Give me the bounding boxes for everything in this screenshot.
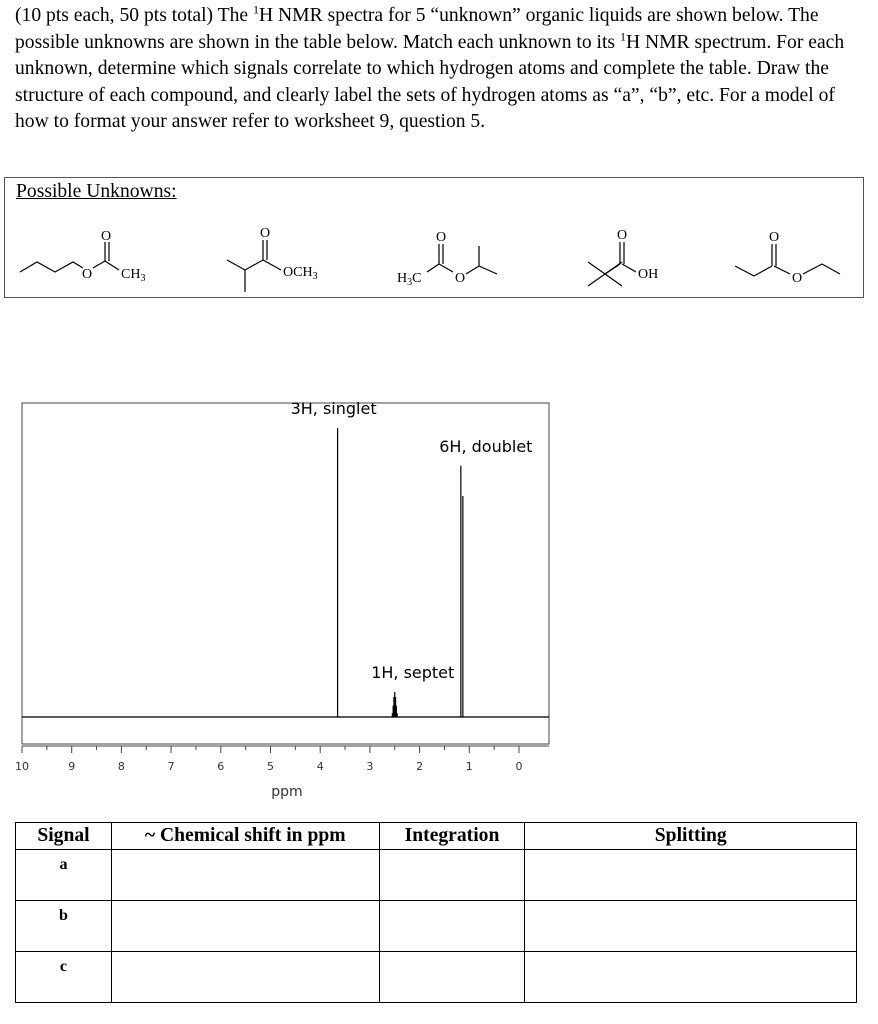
atom-o-carbonyl: O xyxy=(769,230,780,245)
possible-unknowns-box xyxy=(4,177,864,298)
peak-label: 3H, singlet xyxy=(290,399,377,419)
signal-cell: a xyxy=(16,850,112,901)
integration-cell[interactable] xyxy=(379,850,525,901)
x-tick-label: 1 xyxy=(465,760,473,773)
signal-cell: c xyxy=(16,952,112,1003)
x-tick-label: 7 xyxy=(167,760,175,773)
question-prompt: (10 pts each, 50 pts total) The $^1$H NMR spectra for 5 “unknown” organic liquids are shown below. The possible unknowns are shown in the table below. Match each unknown to its $^1$H NMR spectrum. For each unknown, determine which signals correlate to which hydrogen atoms and complete the table. Draw the structure of each compound, and clearly label the sets of hydrogen atoms as “a”, “b”, etc. For a model of how to format your answer refer to worksheet 9, question 5. xyxy=(15,2,845,132)
table-row xyxy=(16,850,857,901)
peak-septet xyxy=(392,692,397,717)
x-tick-label: 3 xyxy=(366,760,374,773)
atom-o-ester: O xyxy=(792,271,803,286)
table-row xyxy=(16,952,857,1003)
atom-oh: OH xyxy=(638,267,659,282)
x-tick-label: 0 xyxy=(515,760,523,773)
atom-o-carbonyl: O xyxy=(617,228,628,243)
table-row xyxy=(16,901,857,952)
answer-table-header-row xyxy=(16,823,857,850)
structure-ethyl-propanoate xyxy=(730,218,860,294)
atom-o-ester: O xyxy=(455,271,466,286)
structure-methyl-isobutyrate xyxy=(215,218,365,294)
atom-o-carbonyl: O xyxy=(101,229,112,244)
structure-isopropyl-acetate xyxy=(395,218,545,294)
shift-cell[interactable] xyxy=(111,850,379,901)
splitting-cell[interactable] xyxy=(525,952,857,1003)
structure-pivalic-acid xyxy=(580,218,700,294)
x-tick-label: 2 xyxy=(416,760,424,773)
possible-unknowns-title: Possible Unknowns: xyxy=(16,181,177,202)
shift-cell[interactable] xyxy=(111,901,379,952)
header-splitting: Splitting xyxy=(525,823,857,850)
header-chemical-shift: ~ Chemical shift in ppm xyxy=(111,823,379,850)
nmr-spectrum-svg xyxy=(0,395,878,805)
splitting-cell[interactable] xyxy=(525,901,857,952)
x-tick-label: 8 xyxy=(117,760,125,773)
integration-cell[interactable] xyxy=(379,901,525,952)
atom-h3c: $H_3C$ xyxy=(397,271,422,288)
x-tick-label: 4 xyxy=(316,760,324,773)
signal-cell: b xyxy=(16,901,112,952)
splitting-cell[interactable] xyxy=(525,850,857,901)
shift-cell[interactable] xyxy=(111,952,379,1003)
atom-och3: $OCH_3$ xyxy=(283,265,318,282)
structure-propyl-acetate xyxy=(15,218,165,294)
peak-doublet xyxy=(461,466,463,717)
header-signal: Signal xyxy=(16,823,112,850)
atom-o-ester: O xyxy=(82,267,93,282)
answer-table xyxy=(15,822,857,1003)
atom-o-carbonyl: O xyxy=(436,230,447,245)
x-tick-label: 10 xyxy=(15,760,29,773)
atom-ch3: $CH_3$ xyxy=(121,267,146,284)
header-integration: Integration xyxy=(379,823,525,850)
integration-cell[interactable] xyxy=(379,952,525,1003)
nmr-spectrum xyxy=(0,395,878,810)
x-axis-label: ppm xyxy=(271,784,303,800)
x-tick-label: 5 xyxy=(267,760,274,773)
peak-label: 1H, septet xyxy=(371,662,455,682)
x-tick-label: 6 xyxy=(217,760,225,773)
x-tick-label: 9 xyxy=(68,760,76,773)
peak-label: 6H, doublet xyxy=(439,436,533,456)
atom-o-carbonyl: O xyxy=(260,226,271,241)
